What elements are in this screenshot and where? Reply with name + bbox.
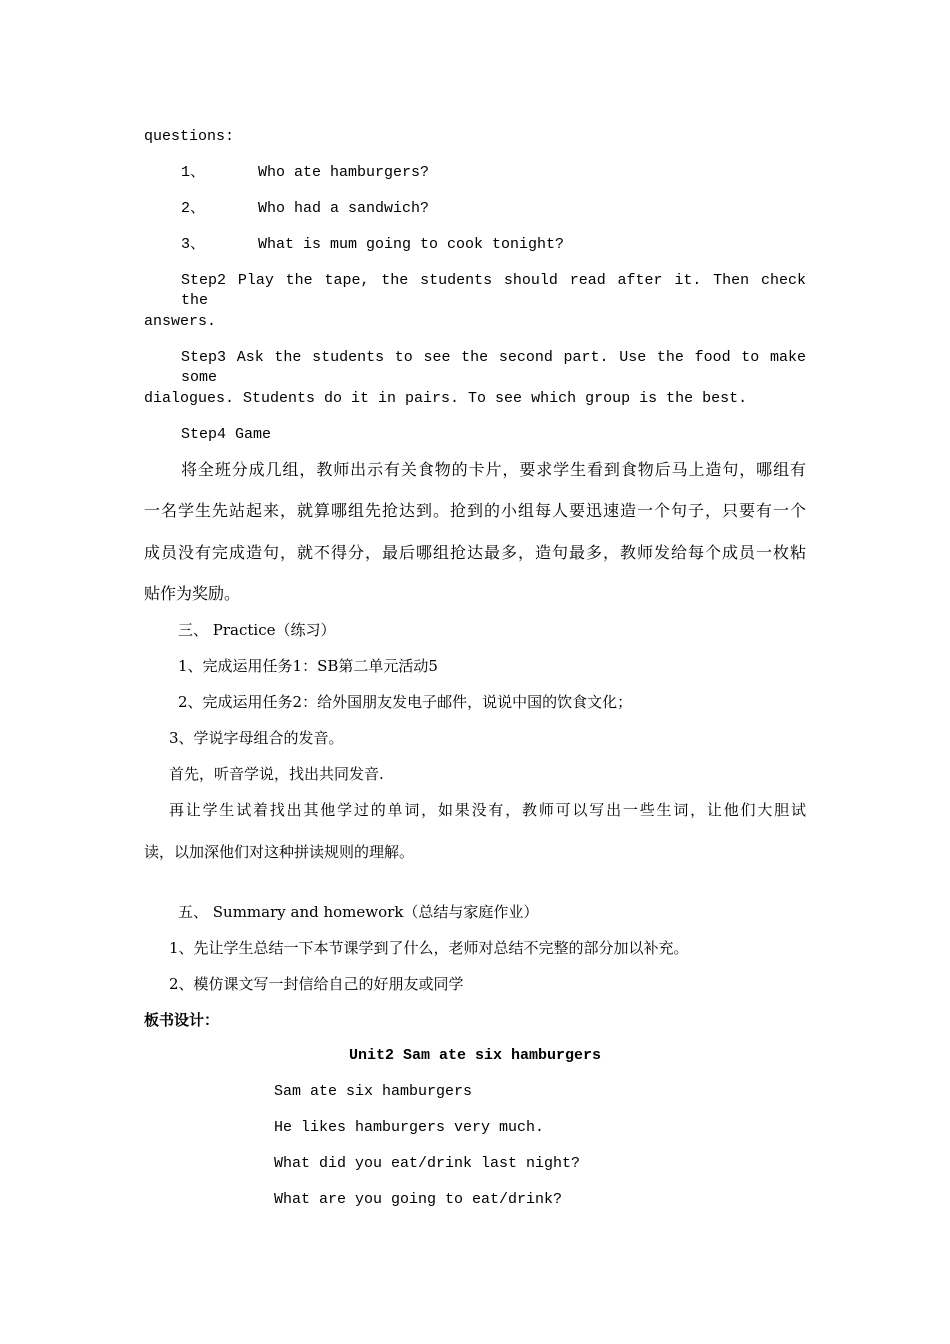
question-number: 3、 <box>181 236 206 253</box>
question-number: 2、 <box>181 200 206 217</box>
practice-heading: 三、 Practice（练习） <box>178 621 336 639</box>
summary-item-1: 1、先让学生总结一下本节课学到了什么，老师对总结不完整的部分加以补充。 <box>169 939 689 957</box>
step4-heading: Step4 Game <box>181 426 272 443</box>
game-paragraph-line: 一名学生先站起来，就算哪组先抢达到。抢到的小组每人要迅速造一个句子，只要有一个 <box>144 501 806 520</box>
practice-then-line-2: 读，以加深他们对这种拼读规则的理解。 <box>144 843 415 861</box>
board-line: He likes hamburgers very much. <box>274 1119 545 1136</box>
step2-line-2: answers. <box>144 313 217 330</box>
questions-intro: questions: <box>144 128 235 145</box>
step3-line-1: Step3 Ask the students to see the second part. Use the food to make some <box>181 349 806 386</box>
step2-line-1: Step2 Play the tape, the students should read after it. Then check the <box>181 272 806 309</box>
question-3 <box>181 235 564 255</box>
board-line: What did you eat/drink last night? <box>274 1155 581 1172</box>
practice-item-3: 3、学说字母组合的发音。 <box>169 729 344 747</box>
summary-heading: 五、 Summary and homework（总结与家庭作业） <box>178 903 539 921</box>
question-text: What is mum going to cook tonight? <box>258 236 565 253</box>
practice-first: 首先，听音学说，找出共同发音. <box>169 765 384 783</box>
question-1 <box>181 163 429 183</box>
practice-item-1: 1、完成运用任务1：SB第二单元活动5 <box>178 657 438 675</box>
step3-line-2: dialogues. Students do it in pairs. To see which group is the best. <box>144 390 748 407</box>
question-text: Who ate hamburgers? <box>258 164 430 181</box>
game-paragraph-line: 将全班分成几组，教师出示有关食物的卡片，要求学生看到食物后马上造句，哪组有 <box>181 460 806 479</box>
question-2 <box>181 199 429 219</box>
practice-item-2: 2、完成运用任务2：给外国朋友发电子邮件，说说中国的饮食文化； <box>178 693 633 711</box>
game-paragraph-line: 贴作为奖励。 <box>144 584 241 603</box>
practice-then-line-1: 再让学生试着找出其他学过的单词，如果没有，教师可以写出一些生词，让他们大胆试 <box>169 801 806 819</box>
game-paragraph-line: 成员没有完成造句，就不得分，最后哪组抢达最多，造句最多，教师发给每个成员一枚粘 <box>144 543 806 562</box>
summary-item-2: 2、模仿课文写一封信给自己的好朋友或同学 <box>169 975 464 993</box>
board-title: Unit2 Sam ate six hamburgers <box>348 1047 602 1064</box>
board-line: What are you going to eat/drink? <box>274 1191 563 1208</box>
question-text: Who had a sandwich? <box>258 200 430 217</box>
question-number: 1、 <box>181 164 206 181</box>
board-line: Sam ate six hamburgers <box>274 1083 473 1100</box>
board-design-label: 板书设计： <box>144 1011 220 1029</box>
